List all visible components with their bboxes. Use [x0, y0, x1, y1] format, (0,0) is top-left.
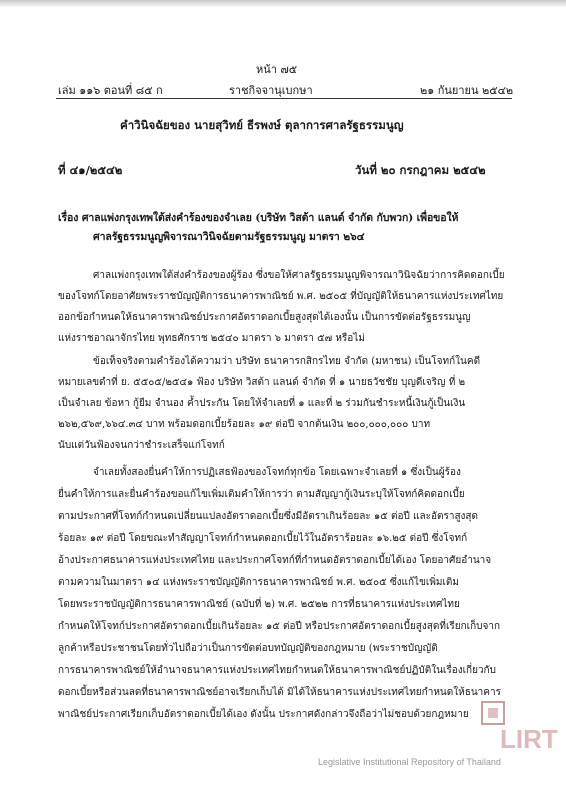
lirt-logo-icon — [480, 700, 558, 754]
repository-watermark: Legislative Institutional Repository of Thailand — [318, 757, 501, 767]
paragraph-line: อ้างประกาศธนาคารแห่งประเทศไทย และประกาศโจทก์ที่กำหนดอัตราดอกเบี้ยได้เอง โดยอาศัยอำนาจ — [58, 555, 492, 566]
publication-date: ๒๑ กันยายน ๒๕๔๒ — [420, 84, 514, 97]
paragraph-line: ออกข้อกำหนดให้ธนาคารพาณิชย์ประกาศอัตราดอกเบี้ยสูงสุดได้เองนั้น เป็นการขัดต่อรัฐธรรมนูญ — [58, 312, 471, 323]
paragraph-line: ตามความในมาตรา ๑๔ แห่งพระราชบัญญัติการธนาคารพาณิชย์ พ.ศ. ๒๕๐๕ ซึ่งแก้ไขเพิ่มเติม — [58, 577, 460, 588]
paragraph-line: ตามประกาศที่โจทก์กำหนดเปลี่ยนแปลงอัตราดอกเบี้ยซึ่งมีอัตราเกินร้อยละ ๑๕ ต่อปี และอัตราสูงสุด — [58, 511, 479, 522]
paragraph-line: ร้อยละ ๑๙ ต่อปี โดยขณะทำสัญญาโจทก์กำหนดดอกเบี้ยไว้ในอัตราร้อยละ ๑๖.๒๕ ต่อปี ซึ่งโจทก์ — [58, 533, 468, 544]
document-title: คำวินิจฉัยของ นายสุวิทย์ ธีรพงษ์ ตุลาการศาลรัฐธรรมนูญ — [120, 118, 404, 132]
volume-info: เล่ม ๑๑๖ ตอนที่ ๘๕ ก — [58, 84, 163, 97]
paragraph-line: ลูกค้าหรือประชาชนโดยทั่วไปถือว่าเป็นการขัดต่อบทบัญญัติของกฎหมาย (พระราชบัญญัติ — [58, 643, 438, 654]
paragraph-line: แห่งราชอาณาจักรไทย พุทธศักราช ๒๕๔๐ มาตรา ๖ มาตรา ๕๗ หรือไม่ — [58, 333, 365, 344]
paragraph-line: ดอกเบี้ยหรือส่วนลดที่ธนาคารพาณิชย์อาจเรียกเก็บได้ มิได้ให้ธนาคารแห่งประเทศไทยกำหนดให้ธนาคาร — [58, 687, 501, 698]
subject-line-2: ศาลรัฐธรรมนูญพิจารณาวินิจฉัยตามรัฐธรรมนูญ มาตรา ๒๖๔ — [93, 231, 365, 243]
page-number: หน้า ๗๕ — [256, 63, 298, 76]
paragraph-line: กำหนดให้โจทก์ประกาศอัตราดอกเบี้ยเกินร้อยละ ๑๕ ต่อปี หรือประกาศอัตราดอกเบี้ยสูงสุดที่เรียกเก็บจาก — [58, 621, 501, 632]
paragraph-line: ๒๖๒,๕๖๙,๖๖๔.๓๔ บาท พร้อมดอกเบี้ยร้อยละ ๑๙ ต่อปี จากต้นเงิน ๒๐๐,๐๐๐,๐๐๐ บาท — [58, 419, 431, 430]
paragraph-line: การธนาคารพาณิชย์ให้อำนาจธนาคารแห่งประเทศไทยกำหนดให้ธนาคารพาณิชย์ปฏิบัติในเรื่องเกี่ยวกับ — [58, 665, 496, 676]
paragraph-line: โดยพระราชบัญญัติการธนาคารพาณิชย์ (ฉบับที่ ๒) พ.ศ. ๒๕๒๒ การที่ธนาคารแห่งประเทศไทย — [58, 599, 460, 610]
case-number: ที่ ๔๑/๒๕๔๒ — [58, 163, 123, 177]
subject-line-1: เรื่อง ศาลแพ่งกรุงเทพใต้ส่งคำร้องของจำเลย (บริษัท วิสต้า แลนด์ จำกัด กับพวก) เพื่อขอให้ — [58, 212, 459, 224]
case-date: วันที่ ๒๐ กรกฎาคม ๒๕๔๒ — [355, 163, 486, 177]
paragraph-line: จำเลยทั้งสองยื่นคำให้การปฏิเสธฟ้องของโจทก์ทุกข้อ โดยเฉพาะจำเลยที่ ๑ ซึ่งเป็นผู้ร้อง — [93, 467, 461, 478]
paragraph-line: ข้อเท็จจริงตามคำร้องได้ความว่า บริษัท ธนาคารกสิกรไทย จำกัด (มหาชน) เป็นโจทก์ในคดี — [93, 356, 481, 367]
paragraph-line: ศาลแพ่งกรุงเทพใต้ส่งคำร้องของผู้ร้อง ซึ่งขอให้ศาลรัฐธรรมนูญพิจารณาวินิจฉัยว่าการคิดดอกเบี้ย — [93, 270, 505, 281]
publication-name: ราชกิจจานุเบกษา — [229, 84, 313, 97]
paragraph-line: พาณิชย์ประกาศเรียกเก็บอัตราดอกเบี้ยได้เอง ดังนั้น ประกาศดังกล่าวจึงถือว่าไม่ชอบด้วยกฎหมาย — [58, 709, 469, 720]
paragraph-line: ยื่นคำให้การและยื่นคำร้องขอแก้ไขเพิ่มเติมคำให้การว่า ตามสัญญากู้เงินระบุให้โจทก์คิดดอกเบี้ย — [58, 489, 465, 500]
svg-text:LIRT: LIRT — [500, 724, 558, 754]
paragraph-line: ของโจทก์โดยอาศัยพระราชบัญญัติการธนาคารพาณิชย์ พ.ศ. ๒๕๐๕ ที่บัญญัติให้ธนาคารแห่งประเทศไทย — [58, 291, 504, 302]
paragraph-line: เป็นจำเลย ข้อหา กู้ยืม จำนอง ค้ำประกัน โดยให้จำเลยที่ ๑ และที่ ๒ ร่วมกันชำระหนี้เงินกู้เป็นเงิน — [58, 398, 466, 409]
paragraph-line: หมายเลขดำที่ ย. ๕๕๐๕/๒๕๔๑ ฟ้อง บริษัท วิสต้า แลนด์ จำกัด ที่ ๑ นายธวัชชัย บุญดีเจริญ ที่ ๒ — [58, 377, 466, 388]
header-rule — [56, 98, 512, 99]
scan-shadow — [0, 0, 566, 8]
paragraph-line: นับแต่วันฟ้องจนกว่าชำระเสร็จแก่โจทก์ — [58, 440, 225, 451]
